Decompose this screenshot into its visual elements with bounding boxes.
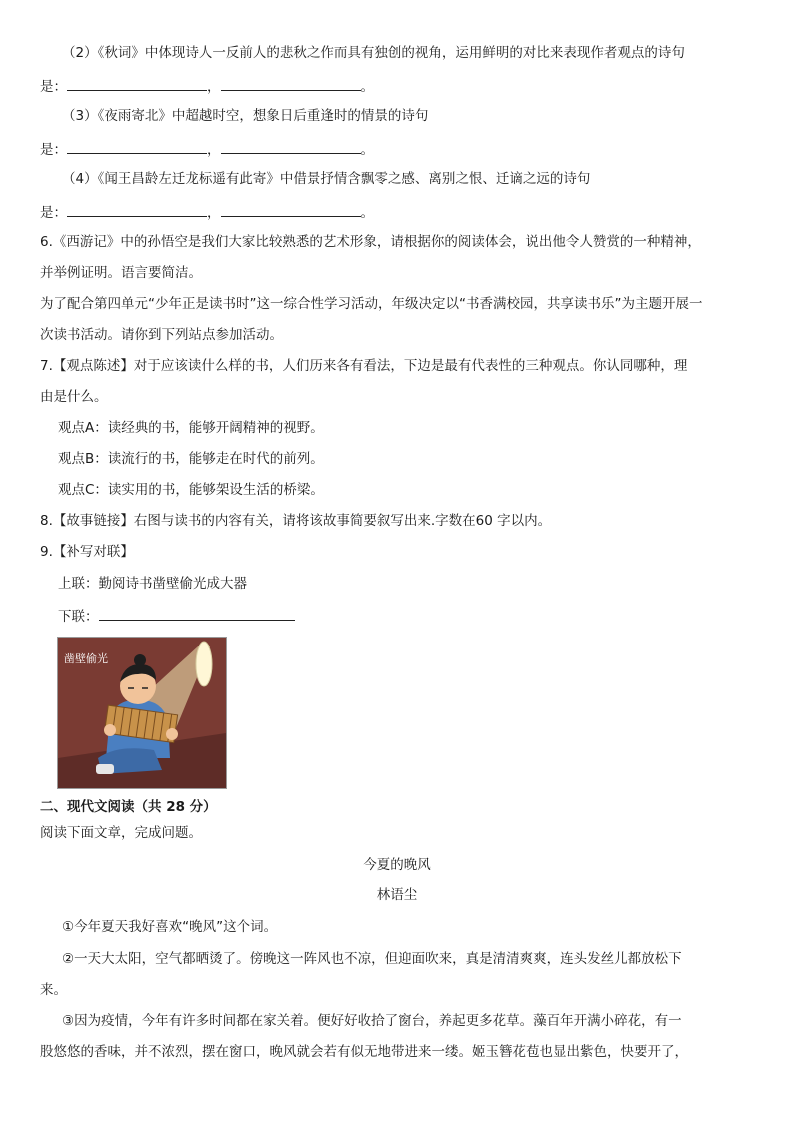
- opinion-c: 观点C：读实用的书，能够架设生活的桥梁。: [58, 482, 324, 498]
- q6-line2: 并举例证明。语言要简洁。: [40, 265, 202, 281]
- q7-line2: 由是什么。: [40, 389, 108, 405]
- activity-intro-line2: 次读书活动。请你到下列站点参加活动。: [40, 327, 283, 343]
- activity-intro-line1: 为了配合第四单元“少年正是读书时”这一综合性学习活动，年级决定以“书香满校园，共享读书乐”为主题开展一: [40, 296, 703, 312]
- opinion-b: 观点B：读流行的书，能够走在时代的前列。: [58, 451, 324, 467]
- article-title: 今夏的晚风: [363, 857, 431, 873]
- answer-prefix: 是：: [40, 205, 67, 221]
- paragraph-3-line2: 股悠悠的香味，并不浓烈，摆在窗口，晚风就会若有似无地带进来一缕。姬玉簪花苞也显出紫色，快要开了，: [40, 1044, 688, 1060]
- section2-instruction: 阅读下面文章，完成问题。: [40, 825, 202, 841]
- q5-item2-prompt: （2）《秋词》中体现诗人一反前人的悲秋之作而具有独创的视角，运用鲜明的对比来表现作者观点的诗句: [62, 45, 685, 61]
- period: 。: [360, 205, 374, 221]
- q5-item2-answer-line: [40, 76, 374, 96]
- couplet-upper: 上联：勤阅诗书凿壁偷光成大器: [58, 576, 247, 592]
- q6-line1: 6.《西游记》中的孙悟空是我们大家比较熟悉的艺术形象，请根据你的阅读体会，说出他令人赞赏的一种精神，: [40, 234, 701, 250]
- comma: ，: [207, 205, 221, 221]
- period: 。: [360, 142, 374, 158]
- q8-text: 8.【故事链接】右图与读书的内容有关，请将该故事简要叙写出来.字数在60 字以内。: [40, 513, 552, 529]
- q5-item4-prompt: （4）《闻王昌龄左迁龙标遥有此寄》中借景抒情含飘零之感、离别之恨、迁谪之远的诗句: [62, 171, 591, 187]
- article-author: 林语尘: [376, 887, 418, 903]
- answer-prefix: 是：: [40, 142, 67, 158]
- q5-item3-answer-line: [40, 139, 374, 159]
- paragraph-1: ①今年夏天我好喜欢“晚风”这个词。: [62, 919, 278, 935]
- answer-blank[interactable]: [221, 76, 361, 91]
- section2-heading: 二、现代文阅读（共 28 分）: [40, 799, 217, 815]
- answer-blank[interactable]: [221, 139, 361, 154]
- paragraph-2-line2: 来。: [40, 982, 67, 998]
- comma: ，: [207, 142, 221, 158]
- illustration-caption: 凿壁偷光: [64, 652, 108, 665]
- q5-item4-answer-line: [40, 202, 374, 222]
- story-illustration: [57, 637, 227, 789]
- answer-blank[interactable]: [221, 202, 361, 217]
- opinion-a: 观点A：读经典的书，能够开阔精神的视野。: [58, 420, 324, 436]
- answer-blank[interactable]: [67, 139, 207, 154]
- couplet-lower-blank[interactable]: [99, 606, 295, 621]
- answer-prefix: 是：: [40, 79, 67, 95]
- paragraph-2-line1: ②一天大太阳，空气都晒烫了。傍晚这一阵风也不凉，但迎面吹来，真是清清爽爽，连头发丝儿都放松下: [62, 951, 682, 967]
- couplet-lower-label: 下联：: [58, 609, 99, 625]
- answer-blank[interactable]: [67, 76, 207, 91]
- paragraph-3-line1: ③因为疫情，今年有许多时间都在家关着。便好好收拾了窗台，养起更多花草。藻百年开满小碎花，有一: [62, 1013, 682, 1029]
- q7-line1: 7.【观点陈述】对于应该读什么样的书，人们历来各有看法，下边是最有代表性的三种观点。你认同哪种，理: [40, 358, 688, 374]
- comma: ，: [207, 79, 221, 95]
- period: 。: [360, 79, 374, 95]
- answer-blank[interactable]: [67, 202, 207, 217]
- couplet-lower-line: [58, 606, 295, 626]
- q5-item3-prompt: （3）《夜雨寄北》中超越时空，想象日后重逢时的情景的诗句: [62, 108, 429, 124]
- q9-title: 9.【补写对联】: [40, 544, 134, 560]
